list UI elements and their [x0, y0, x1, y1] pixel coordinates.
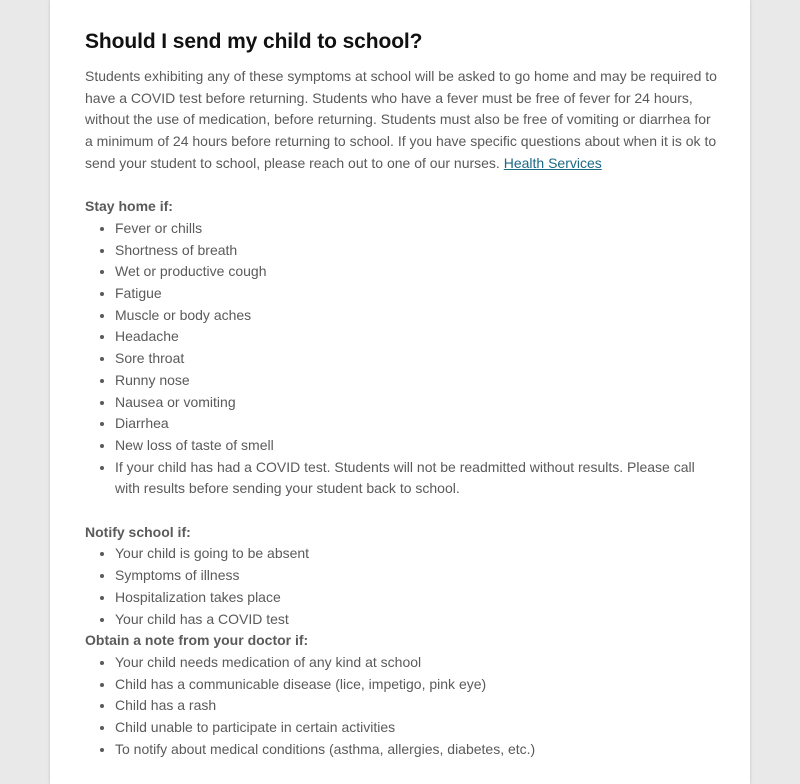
spacer [85, 175, 720, 197]
list-item: • Fever or chills [115, 218, 720, 240]
article-content [85, 27, 720, 760]
list-item: • Child has a rash [115, 695, 720, 717]
list-item: • Child unable to participate in certain activities [115, 717, 720, 739]
list-item: • Muscle or body aches [115, 305, 720, 327]
intro-paragraph [85, 66, 720, 175]
list-item: • If your child has had a COVID test. Students will not be readmitted without results. Please call with results before sending your student back to school. [115, 457, 720, 500]
list-item: • Nausea or vomiting [115, 392, 720, 414]
notify-list [85, 543, 720, 630]
content-card [50, 0, 750, 784]
list-item: • New loss of taste of smell [115, 435, 720, 457]
list-item: • Your child has a COVID test [115, 609, 720, 631]
list-item: • Diarrhea [115, 413, 720, 435]
list-item: • To notify about medical conditions (asthma, allergies, diabetes, etc.) [115, 739, 720, 761]
spacer [85, 500, 720, 522]
doctor-note-list [85, 652, 720, 761]
list-item: • Your child needs medication of any kind at school [115, 652, 720, 674]
list-item: • Symptoms of illness [115, 565, 720, 587]
list-item: • Fatigue [115, 283, 720, 305]
health-services-link[interactable]: Health Services [503, 154, 602, 171]
list-item: • Wet or productive cough [115, 261, 720, 283]
list-item: • Hospitalization takes place [115, 587, 720, 609]
stay-home-list [85, 218, 720, 500]
list-item: • Shortness of breath [115, 240, 720, 262]
list-item: • Child has a communicable disease (lice, impetigo, pink eye) [115, 674, 720, 696]
list-item: • Sore throat [115, 348, 720, 370]
doctor-note-heading: Obtain a note from your doctor if: [85, 632, 309, 649]
intro-text: Students exhibiting any of these symptoms at school will be asked to go home and may be required to have a COVID test before returning. Students who have a fever must be free of fever for 24 hours, without the use of medication, before returning. Students must also be free of vomiting or diarrhea for a minimum of 24 hours before returning to school. If you have specific questions about when it is ok to send your student to school, please reach out to one of our nurses. [85, 68, 717, 171]
list-item: • Your child is going to be absent [115, 543, 720, 565]
notify-heading: Notify school if: [85, 523, 191, 540]
list-item: • Runny nose [115, 370, 720, 392]
list-item: • Headache [115, 326, 720, 348]
stay-home-heading: Stay home if: [85, 198, 173, 215]
page-title: Should I send my child to school? [85, 30, 423, 53]
